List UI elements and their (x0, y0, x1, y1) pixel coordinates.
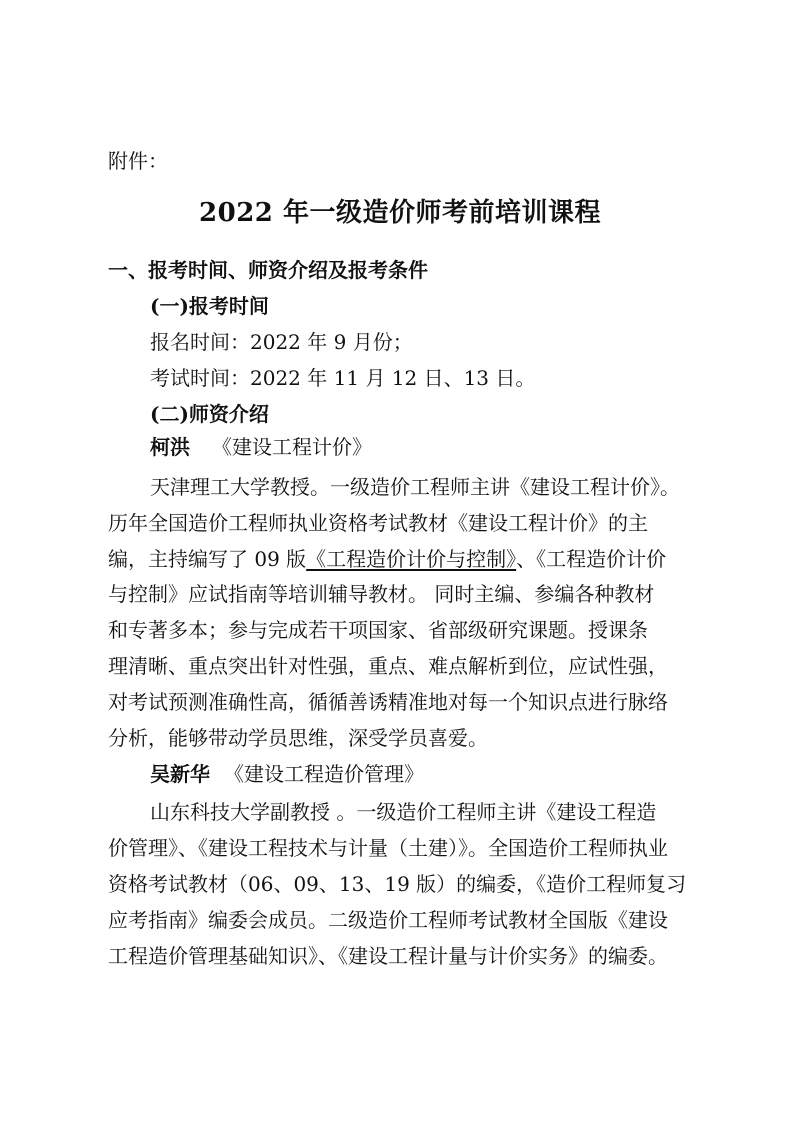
exam-time: 考试时间：2022 年 11 月 12 日、13 日。 (150, 366, 536, 390)
teacher-2-name: 吴新华 (150, 762, 210, 786)
teacher-2-bio-line: 应考指南》编委会成员。二级造价工程师考试教材全国版《建设 (108, 908, 668, 932)
teacher-1-bio-line: 理清晰、重点突出针对性强，重点、难点解析到位，应试性强， (108, 654, 668, 678)
teacher-2-header (150, 759, 424, 789)
teacher-1-bio-line: 与控制》应试指南等培训辅导教材。 同时主编、参编各种教材 (108, 582, 655, 606)
teacher-1-name: 柯洪 (150, 435, 190, 459)
teacher-1-bio-line: 和专著多本；参与完成若干项国家、省部级研究课题。授课条 (108, 618, 648, 642)
teacher-2-bio-line: 资格考试教材（06、09、13、19 版）的编委，《造价工程师复习 (108, 872, 687, 896)
page-title: 2022 年一级造价师考前培训课程 (199, 198, 601, 228)
teacher-2-bio-line: 工程造价管理基础知识》、《建设工程计量与计价实务》的编委。 (108, 944, 668, 968)
teacher-1-bio-line: 对考试预测准确性高，循循善诱精准地对每一个知识点进行脉络 (108, 690, 668, 714)
teacher-2-bio-line: 山东科技大学副教授 。一级造价工程师主讲《建设工程造 (150, 800, 657, 824)
section-heading-1: 一、报考时间、师资介绍及报考条件 (108, 258, 428, 282)
teacher-1-bio-line: 天津理工大学教授。一级造价工程师主讲《建设工程计价》。 (150, 475, 680, 499)
attachment-label: 附件： (108, 149, 168, 173)
teacher-1-bio-text: 编，主持编写了 09 版 (108, 547, 307, 571)
teacher-1-bio-line: 历年全国造价工程师执业资格考试教材《建设工程计价》的主 (108, 511, 648, 535)
subsection-heading-teachers: (二)师资介绍 (150, 402, 269, 426)
teacher-2-bio-line: 价管理》、《建设工程技术与计量（土建）》。全国造价工程师执业 (108, 836, 668, 860)
teacher-2-course: 《建设工程造价管理》 (224, 762, 424, 786)
teacher-1-header (150, 432, 372, 462)
teacher-1-bio-line: 分析，能够带动学员思维，深受学员喜爱。 (108, 726, 488, 750)
teacher-1-bio-text: 、《工程造价计价 (516, 547, 667, 571)
subsection-heading-registration: (一)报考时间 (150, 294, 269, 318)
teacher-1-bio-line (108, 544, 666, 574)
registration-time: 报名时间：2022 年 9 月份； (150, 330, 413, 354)
textbook-title-underlined: 《工程造价计价与控制》 (306, 547, 517, 571)
teacher-1-course: 《建设工程计价》 (212, 435, 372, 459)
